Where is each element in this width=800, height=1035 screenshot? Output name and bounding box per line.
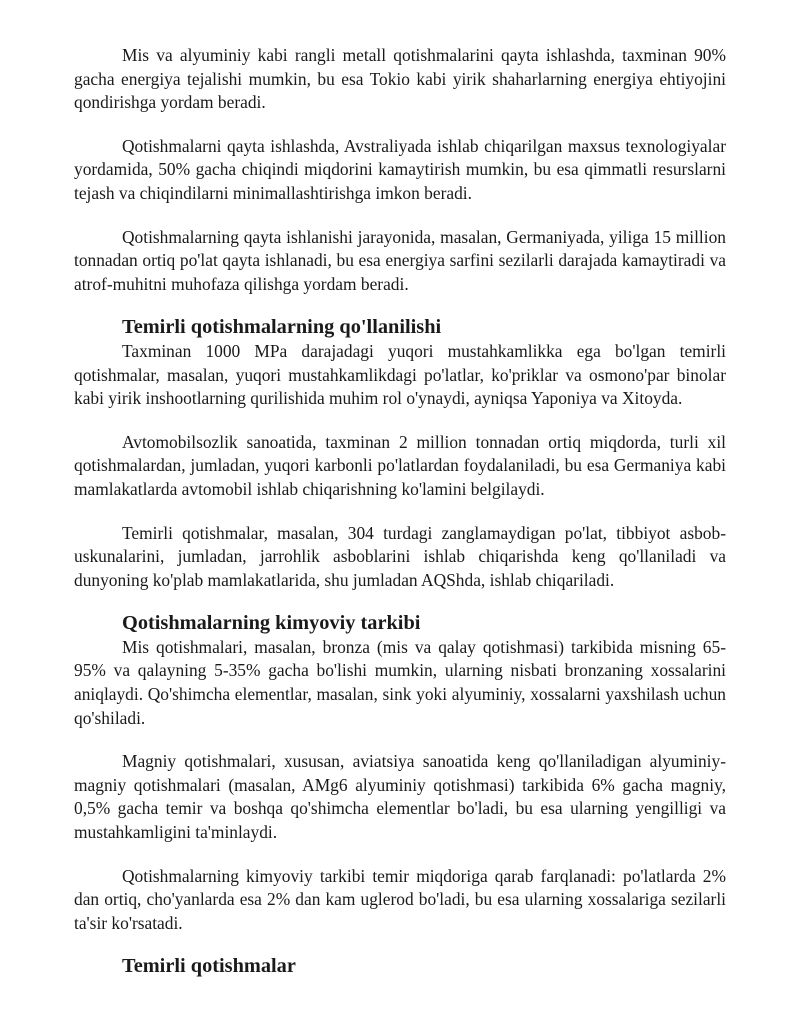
paragraph-recycling-waste: Qotishmalarni qayta ishlashda, Avstraliyada ishlab chiqarilgan maxsus texnologiyalar yordamida, 50% gacha chiqindi miqdorini kamaytirish mumkin, bu esa qimmatli resurslarni tejash va chiqindilarni minimallashtirishga imkon beradi. [74, 135, 726, 203]
section-heading-iron-alloys: Temirli qotishmalar [122, 955, 296, 978]
paragraph-carbon-content: Qotishmalarning kimyoviy tarkibi temir miqdoriga qarab farqlanadi: po'latlarda 2% dan ortiq, cho'yanlarda esa 2% dan kam uglerod bo'ladi, bu esa ularning xossalariga sezilarli ta'sir ko'rsatadi. [74, 865, 726, 933]
section-heading-chemical-composition: Qotishmalarning kimyoviy tarkibi [122, 612, 421, 635]
paragraph-magnesium-alloys: Magniy qotishmalari, xususan, aviatsiya sanoatida keng qo'llaniladigan alyuminiy-magniy qotishmalari (masalan, AMg6 alyuminiy qotishmasi) tarkibida 6% gacha magniy, 0,5% gacha temir va boshqa qo'shimcha elementlar bo'ladi, bu esa ularning yengilligi va mustahkamligini ta'minlaydi. [74, 751, 726, 843]
paragraph-medical-steel: Temirli qotishmalar, masalan, 304 turdagi zanglamaydigan po'lat, tibbiyot asbob-uskunalarini, jumladan, jarrohlik asboblarini ishlab chiqarishda keng qo'llaniladi va dunyoning ko'plab mamlakatlarida, shu jumladan AQShda, ishlab chiqariladi. [74, 522, 726, 590]
paragraph-automotive: Avtomobilsozlik sanoatida, taxminan 2 million tonnadan ortiq miqdorda, turli xil qotishmalardan, jumladan, yuqori karbonli po'latlardan foydalaniladi, bu esa Germaniya kabi mamlakatlarda avtomobil ishlab chiqarishning ko'lamini belgilaydi. [74, 431, 726, 499]
paragraph-recycling-energy: Mis va alyuminiy kabi rangli metall qotishmalarini qayta ishlashda, taxminan 90% gacha energiya tejalishi mumkin, bu esa Tokio kabi yirik shaharlarning energiya ehtiyojini qondirishga yordam beradi. [74, 45, 726, 113]
paragraph-high-strength-steel: Taxminan 1000 MPa darajadagi yuqori mustahkamlikka ega bo'lgan temirli qotishmalar, masalan, yuqori mustahkamlikdagi po'latlar, ko'priklar va osmono'par binolar kabi yirik inshootlarning qurilishida muhim rol o'ynaydi, ayniqsa Yaponiya va Xitoyda. [74, 340, 726, 409]
paragraph-recycling-germany: Qotishmalarning qayta ishlanishi jarayonida, masalan, Germaniyada, yiliga 15 million tonnadan ortiq po'lat qayta ishlanadi, bu esa energiya sarfini sezilarli darajada kamaytiradi va atrof-muhitni muhofaza qilishga yordam beradi. [74, 226, 726, 294]
section-heading-iron-alloys-usage: Temirli qotishmalarning qo'llanilishi [122, 316, 442, 339]
paragraph-copper-alloys: Mis qotishmalari, masalan, bronza (mis va qalay qotishmasi) tarkibida misning 65-95% va qalayning 5-35% gacha bo'lishi mumkin, ularning nisbati bronzaning xossalarini aniqlaydi. Qo'shimcha elementlar, masalan, sink yoki alyuminiy, xossalarni yaxshilash uchun qo'shiladi. [74, 636, 726, 728]
